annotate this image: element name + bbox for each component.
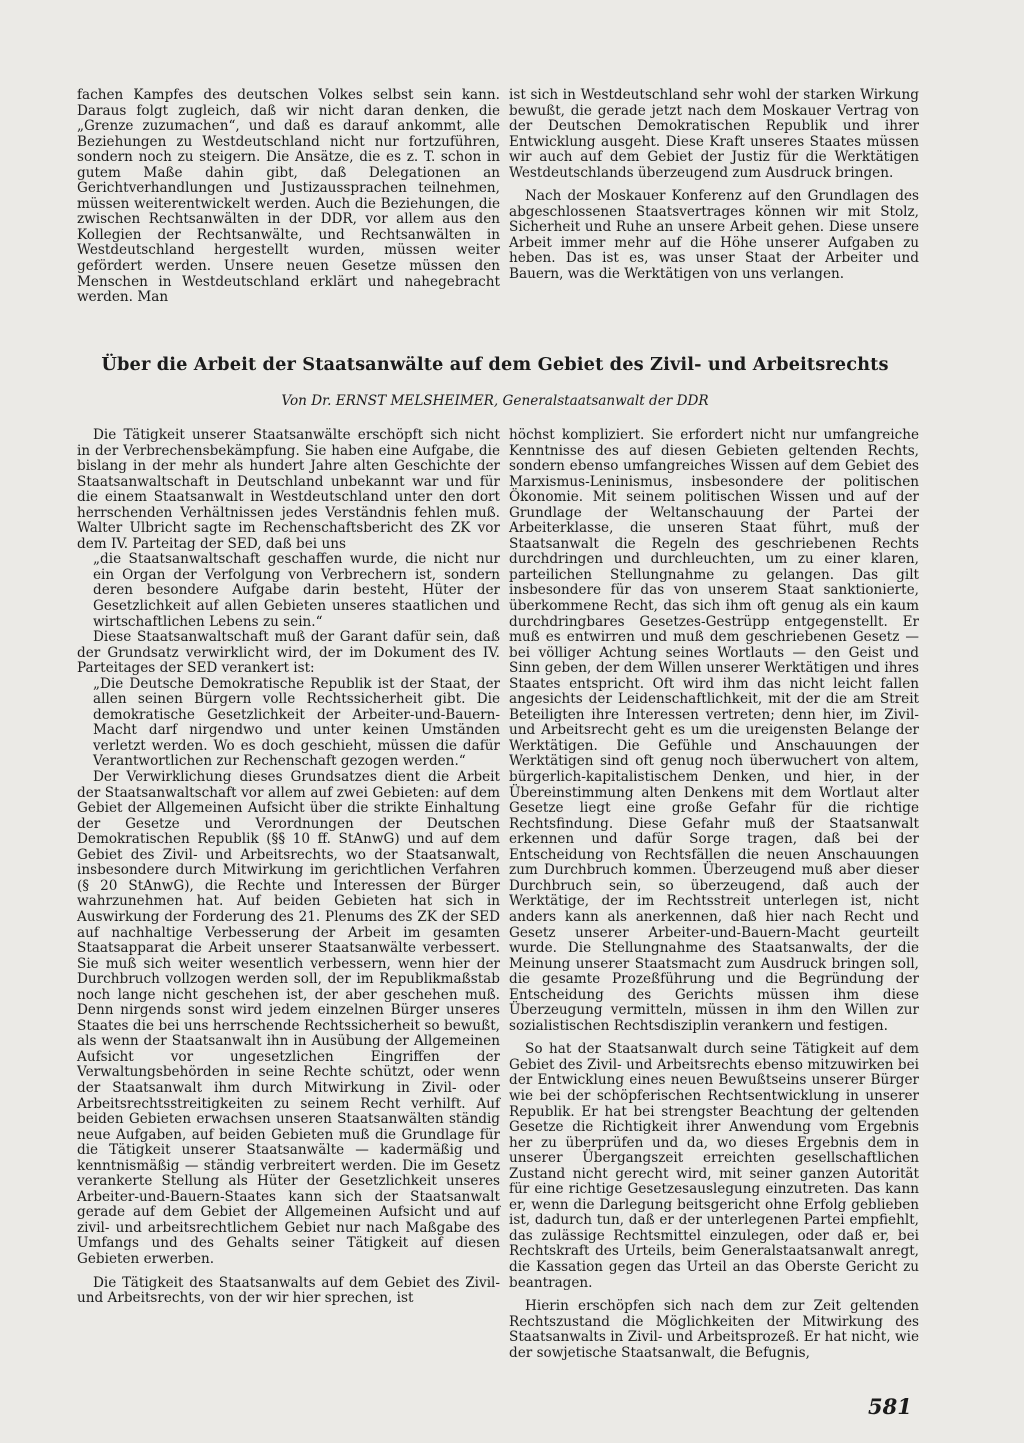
paragraph: Die Tätigkeit unserer Staatsanwälte erschöpft sich nicht in der Verbrechensbekämpfung. Sie haben eine Aufgabe, die bislang in der mehr als hundert Jahre alten Geschichte der Staatsanwaltschaft in Deutschland unbekannt war und für die einem Staatsanwalt in Westdeutschland unter den dort herrschenden Verhältnissen jedes Verständnis fehlen muß. Walter Ulbricht sagte im Rechenschaftsbericht des ZK vor dem IV. Parteitag der SED, daß bei uns [77,427,500,552]
quote-text: „die Staatsanwaltschaft geschaffen wurde, die nicht nur ein Organ der Verfolgung von Verbrechern ist, sondern deren besondere Aufgabe darin besteht, Hüter der Gesetzlichkeit auf allen Gebieten unseres staatlichen und wirtschaftlichen Lebens zu sein.“ [93,551,500,630]
paragraph: So hat der Staatsanwalt durch seine Tätigkeit auf dem Gebiet des Zivil- und Arbeitsrechts ebenso mitzuwirken bei der Entwicklung eines neuen Bewußtseins unserer Bürger wie bei der schöpferischen Rechtsentwicklung in unserer Republik. Er hat bei strengster Beachtung der geltenden Gesetze die Richtigkeit ihrer Anwendung vom Ergebnis her zu überprüfen und da, wo dieses Ergebnis dem in unserer Übergangszeit erreichten gesellschaftlichen Zustand nicht gerecht wird, mit seiner ganzen Autorität für eine richtige Gesetzesauslegung einzutreten. Das kann er, wenn die Darlegung beitsgericht ohne Erfolg geblieben ist, dadurch tun, daß er der unterlegenen Partei empfiehlt, das zulässige Rechtsmittel einzulegen, oder daß er, bei Rechtskraft des Urteils, beim Generalstaatsanwalt anregt, die Kassation gegen das Urteil an das Oberste Gericht zu beantragen. [509,1041,919,1291]
top-right-column [509,88,919,283]
block-quote [93,552,500,630]
paragraph: ist sich in Westdeutschland sehr wohl der starken Wirkung bewußt, die gerade jetzt nach dem Moskauer Vertrag von der Deutschen Demokratischen Republik und ihrer Entwicklung ausgeht. Diese Kraft unseres Staates müssen wir auch auf dem Gebiet der Justiz für die Werktätigen Westdeutschlands überzeugend zum Ausdruck bringen. [509,87,919,181]
block-quote [93,677,500,770]
article-left-column [77,428,500,1307]
paragraph: höchst kompliziert. Sie erfordert nicht nur umfangreiche Kenntnisse des auf diesen Gebieten geltenden Rechts, sondern ebenso umfangreiches Wissen auf dem Gebiet des Marxismus-Leninismus, insbesondere der politischen Ökonomie. Mit seinem politischen Wissen und auf der Grundlage der Weltanschauung der Partei der Arbeiterklasse, die unseren Staat führt, muß der Staatsanwalt die Regeln des geschriebenen Rechts durchdringen und durchleuchten, um zu einer klaren, parteilichen Stellungnahme zu gelangen. Das gilt insbesondere für das von unserem Staat sanktionierte, überkommene Recht, das sich ihm oft genug als ein kaum durchdringbares Gesetzes-Gestrüpp entgegenstellt. Er muß es entwirren und muß dem geschriebenen Gesetz — bei völliger Achtung seines Wortlauts — den Geist und Sinn geben, der dem Willen unserer Werktätigen und ihres Staates entspricht. Oft wird ihm das nicht leicht fallen angesichts der Leidenschaftlichkeit, mit der die am Streit Beteiligten ihre Interessen vertreten; denn hier, im Zivil- und Arbeitsrecht geht es um die ureigensten Belange der Werktätigen. Die Gefühle und Anschauungen der Werktätigen sind oft genug noch überwuchert von altem, bürgerlich-kapitalistischem Denken, und hier, in der Übereinstimmung alten Denkens mit dem Wortlaut alter Gesetze liegt eine große Gefahr für die richtige Rechtsfindung. Diese Gefahr muß der Staatsanwalt erkennen und dafür Sorge tragen, daß bei der Entscheidung von Rechtsfällen die neuen Anschauungen zum Durchbruch kommen. Überzeugend muß aber dieser Durchbruch sein, so überzeugend, daß auch der Werktätige, der im Rechtsstreit unterlegen ist, nicht anders kann als anerkennen, daß hier nach Recht und Gesetz unserer Arbeiter-und-Bauern-Macht geurteilt wurde. Die Stellungnahme des Staatsanwalts, der die Meinung unserer Staatsmacht zum Ausdruck bringen soll, die gesamte Prozeßführung und die Begründung der Entscheidung des Gerichts müssen ihm diese Überzeugung vermitteln, müssen in ihm den Willen zur sozialistischen Rechtsdisziplin verankern und festigen. [509,427,919,1034]
paragraph: fachen Kampfes des deutschen Volkes selbst sein kann. Daraus folgt zugleich, daß wir nicht daran denken, die „Grenze zuzumachen“, und daß es darauf ankommt, alle Beziehungen zu Westdeutschland nicht nur fortzuführen, sondern noch zu steigern. Die Ansätze, die es z. T. schon in gutem Maße dahin gibt, daß Delegationen an Gerichtverhandlungen und Justizaussprachen teilnehmen, müssen weiterentwickelt werden. Auch die Beziehungen, die zwischen Rechtsanwälten in der DDR, vor allem aus den Kollegien der Rechtsanwälte, und Rechtsanwälten in Westdeutschland hergestellt wurden, müssen weiter gefördert werden. Unsere neuen Gesetze müssen den Menschen in Westdeutschland erklärt und nahegebracht werden. Man [77,87,500,306]
article-right-column [509,428,919,1361]
article-headline: Über die Arbeit der Staatsanwälte auf dem Gebiet des Zivil- und Arbeitsrechts [101,354,889,375]
article-byline: Von Dr. ERNST MELSHEIMER, Generalstaatsanwalt der DDR [281,393,709,409]
paragraph: Der Verwirklichung dieses Grundsatzes dient die Arbeit der Staatsanwaltschaft vor allem auf zwei Gebieten: auf dem Gebiet der Allgemeinen Aufsicht über die strikte Einhaltung der Gesetze und Verordnungen der Deutschen Demokratischen Republik (§§ 10 ff. StAnwG) und auf dem Gebiet des Zivil- und Arbeitsrechts, wo der Staatsanwalt, insbesondere durch Mitwirkung im gerichtlichen Verfahren (§ 20 StAnwG), die Rechte und Interessen der Bürger wahrzunehmen hat. Auf beiden Gebieten hat sich in Auswirkung der Forderung des 21. Plenums des ZK der SED auf nachhaltige Verbesserung der Arbeit im gesamten Staatsapparat die Arbeit unserer Staatsanwälte verbessert. Sie muß sich weiter wesentlich verbessern, wenn hier der Durchbruch vollzogen werden soll, der im Republikmaßstab noch lange nicht geschehen ist, der aber geschehen muß. Denn nirgends sonst wird jedem einzelnen Bürger unseres Staates die bei uns herrschende Rechtssicherheit so bewußt, als wenn der Staatsanwalt ihn in Ausübung der Allgemeinen Aufsicht vor ungesetzlichen Eingriffen der Verwaltungsbehörden in seine Rechte schützt, oder wenn der Staatsanwalt ihm durch Mitwirkung in Zivil- oder Arbeitsrechtsstreitigkeiten zu seinem Recht verhilft. Auf beiden Gebieten erwachsen unseren Staatsanwälten ständig neue Aufgaben, auf beiden Gebieten muß die Grundlage für die Tätigkeit unserer Staatsanwälte — kadermäßig und kenntnismäßig — ständig verbreitert werden. Die im Gesetz verankerte Stellung als Hüter der Gesetzlichkeit unseres Arbeiter-und-Bauern-Staates kann sich der Staatsanwalt gerade auf dem Gebiet der Allgemeinen Aufsicht und auf zivil- und arbeitsrechtlichem Gebiet nur nach Maßgabe des Umfangs und des Gehalts seiner Tätigkeit auf diesen Gebieten erwerben. [77,769,500,1267]
paragraph: Die Tätigkeit des Staatsanwalts auf dem Gebiet des Zivil- und Arbeitsrechts, von der wir hier sprechen, ist [77,1274,500,1307]
top-left-column [77,88,500,306]
paragraph: Nach der Moskauer Konferenz auf den Grundlagen des abgeschlossenen Staatsvertrages können wir mit Stolz, Sicherheit und Ruhe an unsere Arbeit gehen. Diese unsere Arbeit immer mehr auf die Höhe unserer Aufgaben zu heben. Das ist es, was unser Staat der Arbeiter und Bauern, was die Werktätigen von uns verlangen. [509,188,919,283]
quote-text: „Die Deutsche Demokratische Republik ist der Staat, der allen seinen Bürgern volle Rechtssicherheit gibt. Die demokratische Gesetzlichkeit der Arbeiter-und-Bauern-Macht darf nirgendwo und unter keinen Umständen verletzt werden. Wo es doch geschieht, müssen die dafür Verantwortlichen zur Rechenschaft gezogen werden.“ [93,675,500,770]
paragraph: Diese Staatsanwaltschaft muß der Garant dafür sein, daß der Grundsatz verwirklicht wird, der im Dokument des IV. Parteitages der SED verankert ist: [77,629,500,677]
page-number: 581 [868,1394,912,1419]
paragraph: Hierin erschöpfen sich nach dem zur Zeit geltenden Rechtszustand die Möglichkeiten der Mitwirkung des Staatsanwalts in Zivil- und Arbeitsprozeß. Er hat nicht, wie der sowjetische Staatsanwalt, die Befugnis, [509,1298,919,1361]
